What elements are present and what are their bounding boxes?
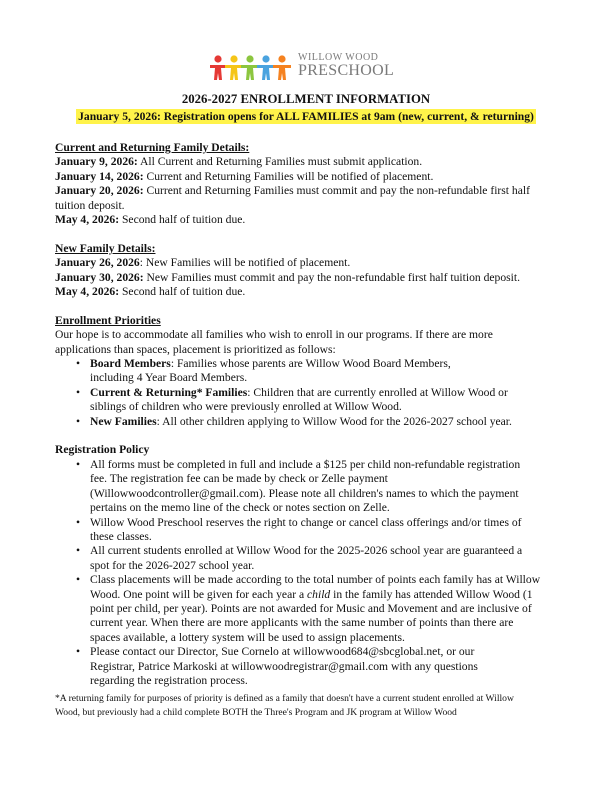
policy-item: • All current students enrolled at Willow Wood for the 2025-2026 school year are guaranteed a spot for the 2026-2027 school year. (55, 544, 555, 573)
policy-item: • All forms must be completed in full and include a $125 per child non-refundable registration fee. The registration fee can be made by check or Zelle payment (Willowwoodcontroller@gmail.com). Please note all children's names to which the payment pertains on the memo line of the check or notes section on Zelle. (55, 458, 555, 516)
priorities-intro: applications than spaces, placement is prioritized as follows: (55, 342, 336, 356)
current-returning-item: January 20, 2026: Current and Returning Families must commit and pay the non-refundable first half (55, 184, 530, 198)
child-figure-body (225, 65, 243, 80)
child-figure-head (262, 55, 269, 62)
school-logo (210, 52, 410, 84)
current-returning-item: January 9, 2026: All Current and Returning Families must submit application. (55, 155, 423, 169)
child-figure-body (241, 65, 259, 80)
logo-name-line1: WILLOW WOOD (298, 52, 379, 63)
priorities-heading: Enrollment Priorities (55, 313, 161, 327)
children-figures-logo-icon (210, 54, 294, 82)
logo-name-line2: PRESCHOOL (298, 62, 395, 79)
priorities-intro: Our hope is to accommodate all families who wish to enroll in our programs. If there are more (55, 328, 493, 342)
priorities-list (55, 357, 555, 429)
registration-open-text: January 5, 2026: Registration opens for ALL FAMILIES at 9am (new, current, & returning) (78, 110, 534, 123)
new-family-heading: New Family Details: (55, 241, 156, 255)
child-figure-head (230, 55, 237, 62)
child-figure-body (210, 65, 227, 80)
current-returning-item-cont: tuition deposit. (55, 198, 125, 212)
current-returning-heading: Current and Returning Family Details: (55, 141, 250, 154)
child-figure-head (278, 55, 285, 62)
priority-item: • New Families: All other children applying to Willow Wood for the 2026-2027 school year. (55, 415, 555, 429)
policy-list (55, 458, 555, 689)
policy-item: • Willow Wood Preschool reserves the right to change or cancel class offerings and/or times of these classes. (55, 516, 555, 545)
priority-item: • Current & Returning* Families: Children that are currently enrolled at Willow Wood or siblings of children who were previously enrolled at Willow Wood. (55, 386, 555, 415)
policy-item: • Class placements will be made according to the total number of points each family has at Willow Wood. One point will be given for each year a child in the family has attended Willow Wood (1 point per child, per year). Points are not awarded for Music and Movement and are inclusive of current year. When there are more applicants with the same number of points than there are spaces available, a lottery system will be used to assign placements. (55, 573, 555, 645)
new-family-item: May 4, 2026: Second half of tuition due. (55, 285, 246, 299)
current-returning-item: May 4, 2026: Second half of tuition due. (55, 213, 246, 227)
child-figure-head (214, 55, 221, 62)
child-figure-head (246, 55, 253, 62)
priority-item: • Board Members: Families whose parents are Willow Wood Board Members, including 4 Year Board Members. (55, 357, 555, 386)
current-returning-item: January 14, 2026: Current and Returning Families will be notified of placement. (55, 169, 434, 183)
child-figure-body (273, 65, 291, 80)
page-title: 2026-2027 ENROLLMENT INFORMATION (181, 92, 431, 106)
policy-item: • Please contact our Director, Sue Cornelo at willowwood684@sbcglobal.net, or our Registrar, Patrice Markoski at willowwoodregistrar@gmail.com with any questions regarding the registration process. (55, 645, 555, 688)
returning-family-footnote: *A returning family for purposes of priority is defined as a family that doesn't have a current student enrolled at Willow Wood, but previously had a child complete BOTH the Three's Program and JK program at Willow Wood (55, 693, 514, 718)
new-family-item: January 30, 2026: New Families must commit and pay the non-refundable first half tuition deposit. (55, 270, 520, 284)
policy-heading: Registration Policy (55, 443, 150, 457)
new-family-item: January 26, 2026: New Families will be notified of placement. (55, 256, 351, 270)
child-figure-body (257, 65, 275, 80)
registration-open-banner (0, 110, 612, 124)
document-body (55, 141, 555, 688)
